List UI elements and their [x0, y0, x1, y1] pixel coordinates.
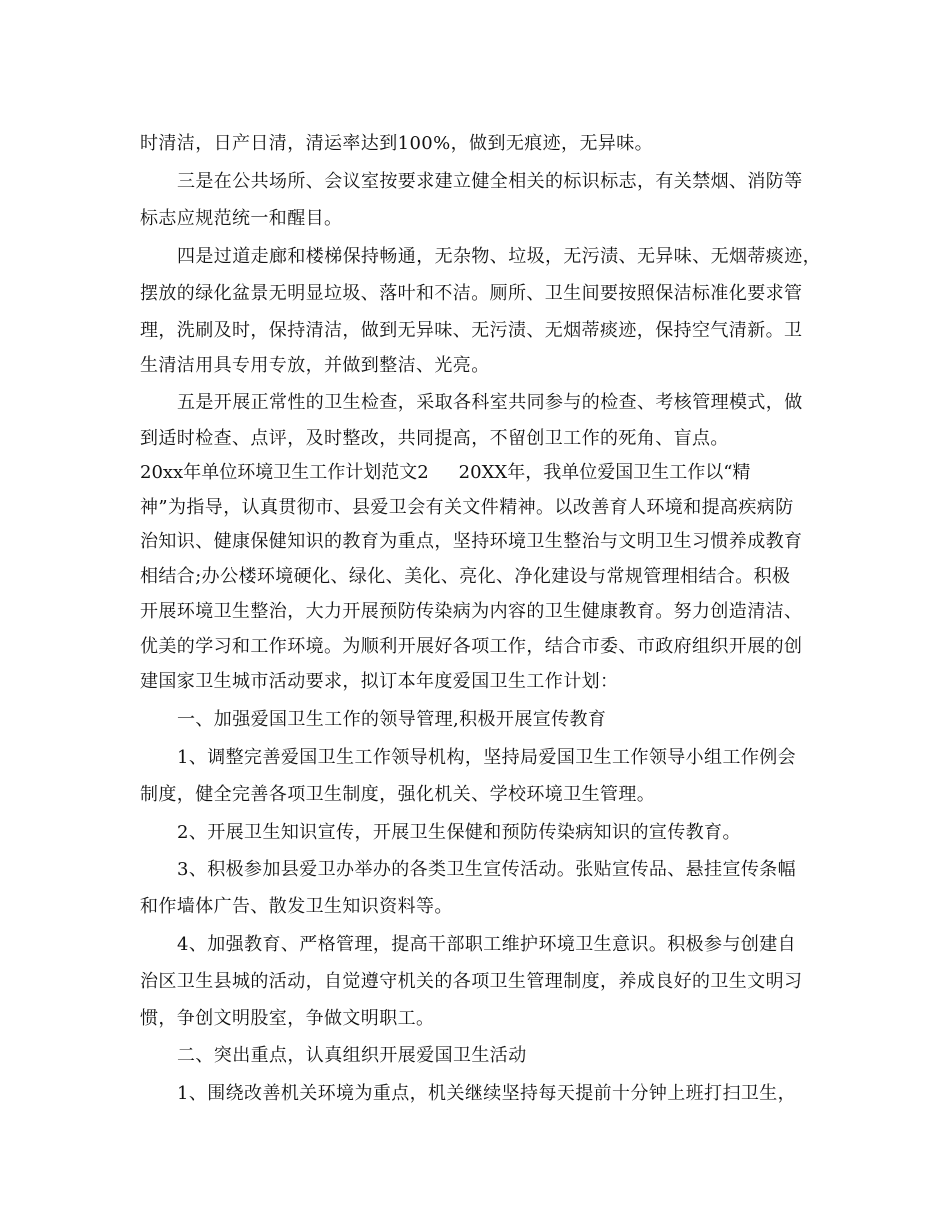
text-line: 4、加强教育、严格管理，提高干部职工维护环境卫生意识。积极参与创建自 [177, 934, 797, 955]
paragraph-start: 20XX年，我单位爱国卫生工作以“精 [458, 462, 751, 483]
text-line: 理，洗刷及时，保持清洁，做到无异味、无污渍、无烟蒂痰迹，保持空气清新。卫 [140, 320, 803, 341]
text-line: 优美的学习和工作环境。为顺利开展好各项工作，结合市委、市政府组织开展的创 [140, 636, 803, 657]
text-line: 治知识、健康保健知识的教育为重点，坚持环境卫生整治与文明卫生习惯养成教育 [140, 531, 803, 552]
text-line: 3、积极参加县爱卫办举办的各类卫生宣传活动。张贴宣传品、悬挂宣传条幅 [177, 859, 797, 880]
text-line: 神”为指导，认真贯彻市、县爱卫会有关文件精神。以改善育人环境和提高疾病防 [140, 497, 794, 518]
text-line: 时清洁，日产日清，清运率达到100%，做到无痕迹，无异味。 [140, 133, 654, 154]
text-line: 二、突出重点，认真组织开展爱国卫生活动 [177, 1045, 527, 1066]
section-heading-line [140, 462, 750, 484]
text-line: 相结合;办公楼环境硬化、绿化、美化、亮化、净化建设与常规管理相结合。积极 [140, 566, 791, 587]
text-line: 到适时检查、点评，及时整改，共同提高，不留创卫工作的死角、盲点。 [140, 428, 729, 449]
text-line: 四是过道走廊和楼梯保持畅通，无杂物、垃圾，无污渍、无异味、无烟蒂痰迹， [177, 246, 821, 267]
text-line: 标志应规范统一和醒目。 [140, 208, 343, 229]
text-line: 2、开展卫生知识宣传，开展卫生保健和预防传染病知识的宣传教育。 [177, 822, 741, 843]
text-line: 1、围绕改善机关环境为重点，机关继续坚持每天提前十分钟上班打扫卫生， [177, 1083, 797, 1104]
text-line: 1、调整完善爱国卫生工作领导机构，坚持局爱国卫生工作领导小组工作例会 [177, 747, 797, 768]
text-line: 惯，争创文明股室，争做文明职工。 [140, 1008, 435, 1029]
text-line: 三是在公共场所、会议室按要求建立健全相关的标识标志，有关禁烟、消防等 [177, 171, 803, 192]
text-line: 五是开展正常性的卫生检查，采取各科室共同参与的检查、考核管理模式，做 [177, 392, 803, 413]
text-line: 建国家卫生城市活动要求，拟订本年度爱国卫生工作计划： [140, 671, 619, 692]
text-line: 一、加强爱国卫生工作的领导管理,积极开展宣传教育 [177, 709, 607, 730]
text-line: 治区卫生县城的活动，自觉遵守机关的各项卫生管理制度，养成良好的卫生文明习 [140, 971, 803, 992]
section-heading: 20xx年单位环境卫生工作计划范文2 [140, 462, 429, 483]
text-line: 开展环境卫生整治，大力开展预防传染病为内容的卫生健康教育。努力创造清洁、 [140, 601, 803, 622]
text-line: 和作墙体广告、散发卫生知识资料等。 [140, 896, 453, 917]
text-line: 制度，健全完善各项卫生制度，强化机关、学校环境卫生管理。 [140, 784, 656, 805]
text-line: 摆放的绿化盆景无明显垃圾、落叶和不洁。厕所、卫生间要按照保洁标准化要求管 [140, 283, 803, 304]
text-line: 生清洁用具专用专放，并做到整洁、光亮。 [140, 355, 490, 376]
